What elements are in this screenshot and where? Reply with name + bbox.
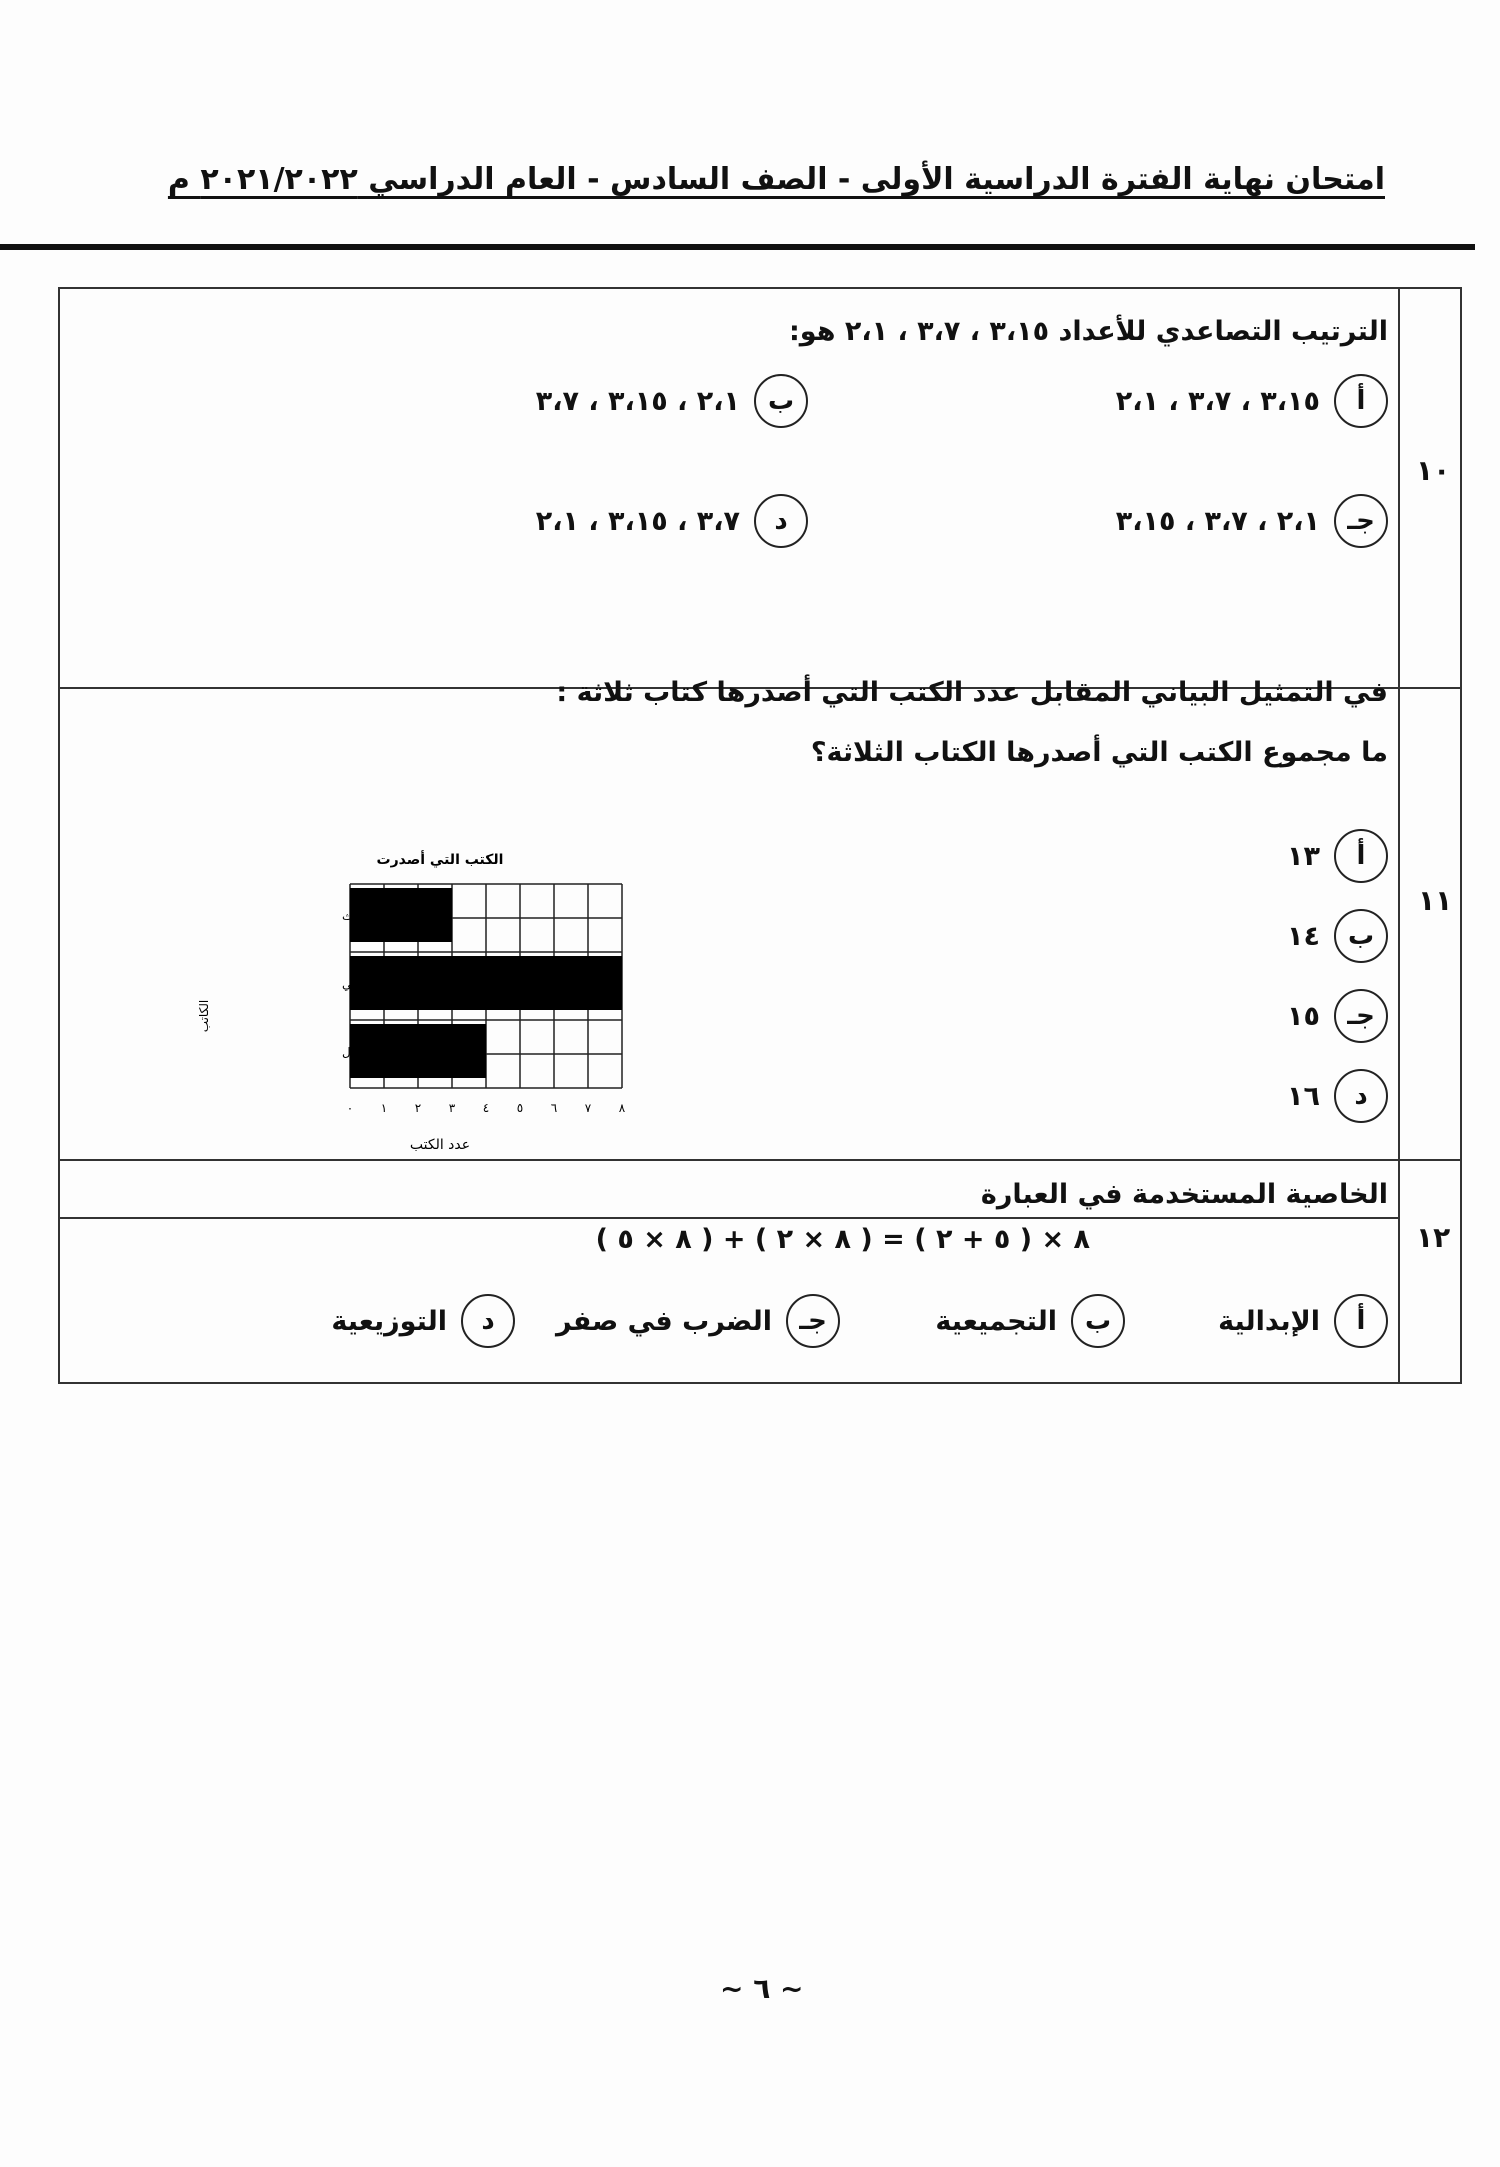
question-12-text: الخاصية المستخدمة في العبارة <box>980 1179 1388 1210</box>
question-11-text-line1: في التمثيل البياني المقابل عدد الكتب التي أصدرها كتاب ثلاثة : <box>556 677 1388 708</box>
books-bar-chart <box>140 844 660 1164</box>
q11-option-b-circle: ب <box>1334 909 1388 963</box>
q10-option-a-circle: أ <box>1334 374 1388 428</box>
chart-category-label: الكاتب الثالث <box>342 909 408 923</box>
questions-table <box>58 287 1462 1384</box>
q12-option-b-text: التجميعية <box>935 1305 1057 1337</box>
exam-header-title: امتحان نهاية الفترة الدراسية الأولى - الصف السادس - العام الدراسي ٢٠٢١/٢٠٢٢ م <box>167 162 1385 197</box>
q11-option-c[interactable] <box>1287 989 1388 1043</box>
q12-option-a[interactable] <box>1218 1294 1388 1348</box>
chart-x-tick-label: ٠ <box>346 1101 354 1115</box>
chart-y-axis-label: الكاتب <box>197 999 211 1033</box>
chart-x-tick-label: ٦ <box>550 1101 558 1115</box>
question-number-11: ١١ <box>1418 884 1453 917</box>
chart-category-label: الكاتب الثاني <box>342 977 406 991</box>
q11-option-c-circle: جـ <box>1334 989 1388 1043</box>
q12-option-d[interactable] <box>331 1294 515 1348</box>
q12-option-a-circle: أ <box>1334 1294 1388 1348</box>
q11-option-b-text: ١٤ <box>1287 920 1320 952</box>
question-12-expression: ( ٨ × ٥ ) + ( ٨ × ٢ ) = ( ٥ + ٢ ) × ٨ <box>595 1224 1090 1255</box>
q11-option-c-text: ١٥ <box>1287 1000 1320 1032</box>
chart-x-tick-label: ٢ <box>414 1101 422 1115</box>
q10-option-b-circle: ب <box>754 374 808 428</box>
chart-x-tick-label: ٤ <box>482 1101 490 1115</box>
q12-option-d-text: التوزيعية <box>331 1305 447 1337</box>
chart-category-label: الكاتب الأول <box>342 1045 403 1059</box>
q12-option-b-circle: ب <box>1071 1294 1125 1348</box>
number-column-divider <box>1398 289 1400 1382</box>
q12-option-d-circle: د <box>461 1294 515 1348</box>
q12-divider <box>60 1217 1398 1219</box>
chart-x-tick-label: ٥ <box>516 1101 524 1115</box>
q10-option-c-text: ٢،١ ، ٣،٧ ، ٣،١٥ <box>1115 505 1320 537</box>
chart-x-tick-label: ٨ <box>618 1101 626 1115</box>
question-number-12: ١٢ <box>1416 1221 1451 1254</box>
page-number: ~ ٦ ~ <box>720 1972 804 2005</box>
question-10-text: الترتيب التصاعدي للأعداد ٣،١٥ ، ٣،٧ ، ٢،١ هو: <box>788 316 1388 347</box>
q10-option-c[interactable] <box>1116 494 1388 548</box>
q11-option-a-text: ١٣ <box>1287 840 1320 872</box>
q10-option-b[interactable] <box>536 374 808 428</box>
q10-option-a-text: ٣،١٥ ، ٣،٧ ، ٢،١ <box>1115 385 1320 417</box>
q12-option-c[interactable] <box>556 1294 840 1348</box>
q10-option-a[interactable] <box>1116 374 1388 428</box>
q10-option-d[interactable] <box>536 494 808 548</box>
q11-option-d[interactable] <box>1287 1069 1388 1123</box>
chart-x-axis-label: عدد الكتب <box>409 1137 471 1153</box>
q11-option-a-circle: أ <box>1334 829 1388 883</box>
chart-title: الكتب التي أصدرت <box>376 852 504 868</box>
q11-option-d-circle: د <box>1334 1069 1388 1123</box>
chart-x-tick-label: ٧ <box>584 1101 592 1115</box>
q10-option-c-circle: جـ <box>1334 494 1388 548</box>
q12-option-a-text: الإبدالية <box>1218 1305 1320 1337</box>
q10-option-d-circle: د <box>754 494 808 548</box>
header-divider <box>0 244 1475 250</box>
q12-option-c-circle: جـ <box>786 1294 840 1348</box>
q11-option-a[interactable] <box>1287 829 1388 883</box>
q11-option-d-text: ١٦ <box>1287 1080 1320 1112</box>
chart-x-tick-label: ١ <box>380 1101 388 1115</box>
question-11-text-line2: ما مجموع الكتب التي أصدرها الكتاب الثلاثة؟ <box>810 737 1388 768</box>
q10-option-b-text: ٢،١ ، ٣،١٥ ، ٣،٧ <box>535 385 740 417</box>
q11-option-b[interactable] <box>1287 909 1388 963</box>
q12-option-b[interactable] <box>935 1294 1125 1348</box>
q10-option-d-text: ٣،٧ ، ٣،١٥ ، ٢،١ <box>535 505 740 537</box>
chart-x-tick-label: ٣ <box>448 1101 456 1115</box>
question-number-10: ١٠ <box>1416 454 1451 487</box>
q12-option-c-text: الضرب في صفر <box>555 1305 772 1337</box>
